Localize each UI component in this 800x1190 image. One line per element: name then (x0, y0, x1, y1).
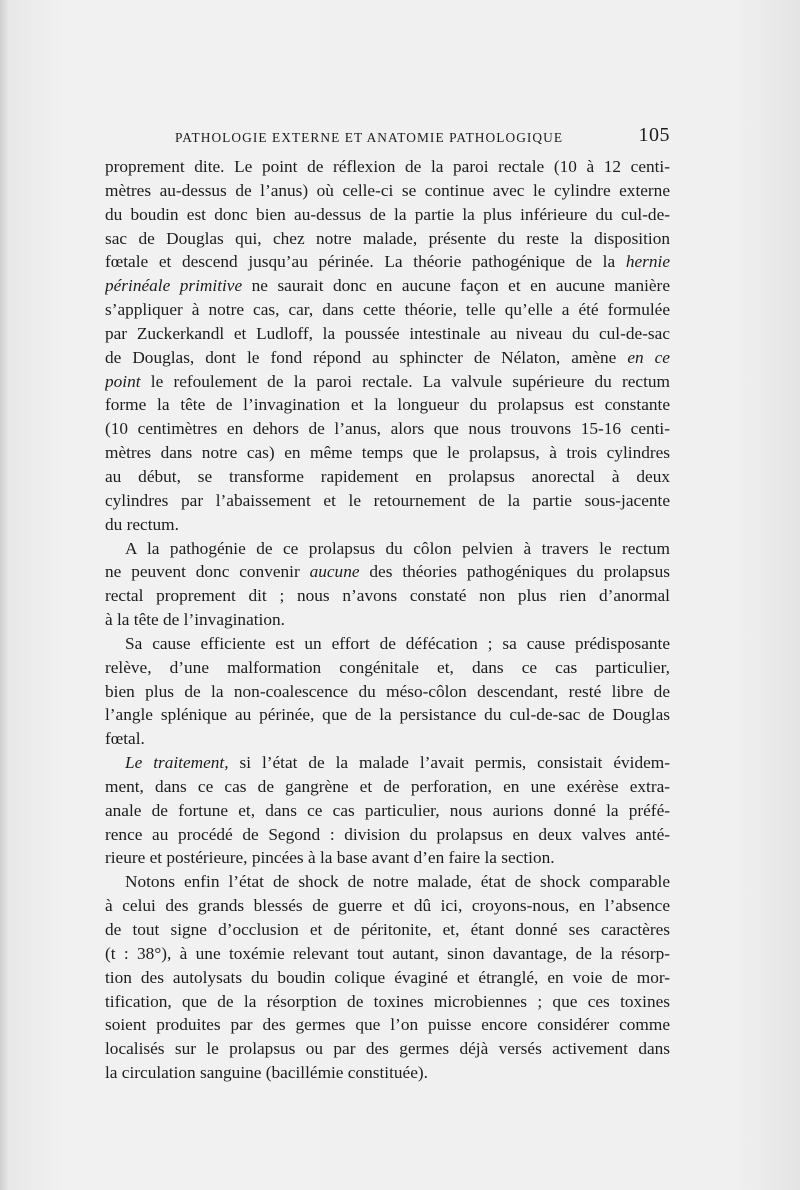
text-line: à la tête de l’invagination. (105, 610, 285, 630)
text-line: tion des autolysats du boudin colique évaginé et étranglé, en voie de mor- (105, 967, 670, 987)
text-line: l’angle splénique au périnée, que de la persistance du cul-de-sac de Douglas (105, 705, 670, 725)
text-line: la circulation sanguine (bacillémie constituée). (105, 1063, 428, 1083)
text-line: fœtal. (105, 729, 145, 749)
paragraph-2 (105, 537, 670, 632)
text-line (105, 346, 670, 370)
text-line (105, 560, 670, 584)
page-number: 105 (638, 124, 670, 146)
text-line: ment, dans ce cas de gangrène et de perforation, en une exérèse extra- (105, 776, 670, 796)
text-run: fœtale et descend jusqu’au périnée. La théorie pathogénique de la (105, 252, 616, 272)
text-line: cylindres par l’abaissement et le retournement de la partie sous-jacente (105, 490, 670, 510)
text-line: du boudin est donc bien au-dessus de la partie la plus inférieure du cul-de- (105, 204, 670, 224)
text-line: forme la tête de l’invagination et la longueur du prolapsus est constante (105, 395, 670, 415)
paragraph-5 (105, 870, 670, 1085)
text-line: (10 centimètres en dehors de l’anus, alors que nous trouvons 15-16 centi- (105, 419, 670, 439)
page-header (105, 122, 670, 152)
text-run: ne peuvent donc convenir (105, 562, 300, 582)
text-run: le refoulement de la paroi rectale. La valvule supérieure du rectum (150, 371, 670, 391)
text-line (105, 250, 670, 274)
text-line: localisés sur le prolapsus ou par des germes déjà versés activement dans (105, 1039, 670, 1059)
italic-term: aucune (309, 562, 360, 582)
text-line: Sa cause efficiente est un effort de défécation ; sa cause prédisposante (125, 633, 670, 653)
text-line (105, 274, 670, 298)
text-line: proprement dite. Le point de réflexion de la paroi rectale (10 à 12 centi- (105, 157, 670, 176)
text-line: s’appliquer à notre cas, car, dans cette théorie, telle qu’elle a été formulée (105, 300, 670, 320)
text-run: ne saurait donc en aucune façon et en aucune manière (251, 276, 670, 296)
text-line: à celui des grands blessés de guerre et dû ici, croyons-nous, en l’absence (105, 896, 670, 916)
text-line: A la pathogénie de ce prolapsus du côlon pelvien à travers le rectum (125, 538, 670, 558)
text-line: par Zuckerkandl et Ludloff, la poussée intestinale au niveau du cul-de-sac (105, 323, 670, 343)
text-line: mètres au-dessus de l’anus) où celle-ci se continue avec le cylindre externe (105, 180, 670, 200)
text-line: anale de fortune et, dans ce cas particulier, nous aurions donné la préfé- (105, 800, 670, 820)
paragraph-4 (105, 751, 670, 870)
text-line: de tout signe d’occlusion et de péritonite, et, étant donné ses caractères (105, 920, 670, 939)
text-line: Notons enfin l’état de shock de notre malade, état de shock comparable (125, 872, 670, 892)
text-line: soient produites par des germes que l’on puisse encore considérer comme (105, 1015, 670, 1035)
italic-term: en ce (627, 347, 670, 367)
text-line: mètres dans notre cas) en même temps que le prolapsus, à trois cylindres (105, 443, 670, 463)
text-line (105, 370, 670, 394)
text-line: au début, se transforme rapidement en prolapsus anorectal à deux (105, 466, 670, 486)
text-run: des théories pathogéniques du prolapsus (369, 562, 670, 582)
text-line: (t : 38°), à une toxémie relevant tout autant, sinon davantage, de la résorp- (105, 943, 670, 963)
text-line: bien plus de la non-coalescence du méso-côlon descendant, resté libre de (105, 681, 670, 701)
text-line (105, 751, 670, 775)
text-line: relève, d’une malformation congénitale et, dans ce cas particulier, (105, 657, 670, 677)
italic-term: hernie (625, 252, 670, 272)
text-line: rectal proprement dit ; nous n’avons constaté non plus rien d’anormal (105, 586, 670, 606)
paragraph-3 (105, 632, 670, 751)
italic-term: point (105, 371, 141, 391)
text-run: si l’état de la malade l’avait permis, consistait évidem- (239, 753, 670, 773)
text-line: rence au procédé de Segond : division du prolapsus en deux valves anté- (105, 824, 670, 844)
paragraph-1 (105, 155, 670, 537)
italic-term: Le traitement, (125, 753, 229, 773)
text-run: de Douglas, dont le fond répond au sphincter de Nélaton, amène (105, 347, 617, 367)
running-head: PATHOLOGIE EXTERNE ET ANATOMIE PATHOLOGIQUE (175, 130, 564, 145)
text-line: rieure et postérieure, pincées à la base avant d’en faire la section. (105, 848, 555, 868)
italic-term: périnéale primitive (105, 276, 243, 296)
text-line: du rectum. (105, 514, 179, 534)
text-line: tification, que de la résorption de toxines microbiennes ; que ces toxines (105, 991, 670, 1011)
text-line: sac de Douglas qui, chez notre malade, présente du reste la disposition (105, 228, 670, 248)
body-text (105, 155, 670, 1085)
